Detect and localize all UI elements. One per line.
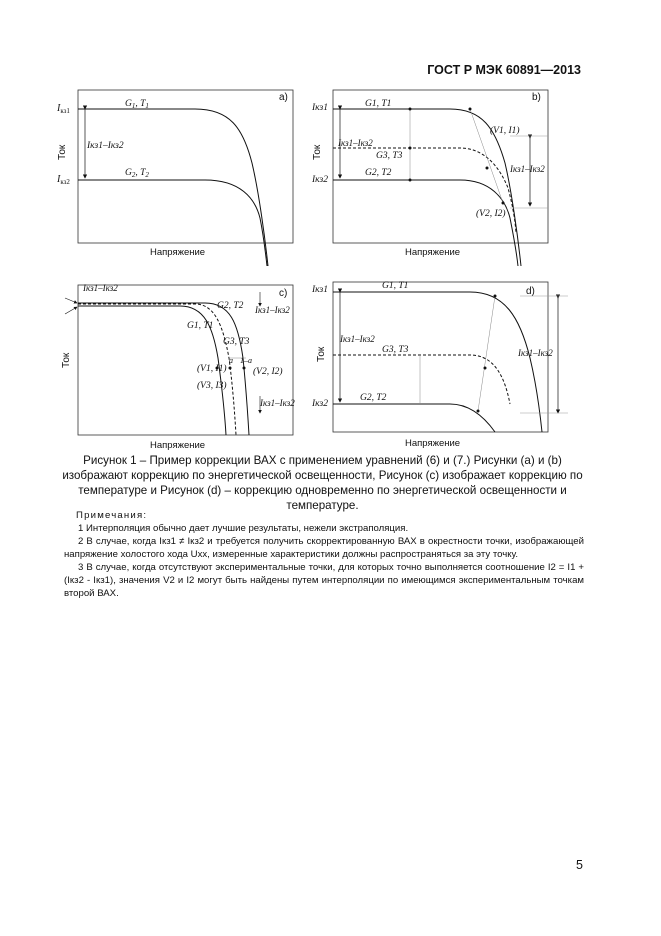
note-2: 2 В случае, когда Iкз1 ≠ Iкз2 и требуется получить скорректированную ВАХ в окрестности точки, изображающей напряжение холостого хода Uхх, измеренные характеристики должны распространяться за эту точку. <box>64 536 584 560</box>
figure-c <box>55 278 300 453</box>
isc2-label: Iкз2 <box>312 175 328 185</box>
diff-top-label: Iкз1–Iкз2 <box>83 283 118 293</box>
g2-label: G2, T2 <box>360 393 387 403</box>
page-number: 5 <box>576 858 583 872</box>
figure-b <box>310 88 555 268</box>
g1-label: G1, T1 <box>382 281 409 291</box>
diff-label: Iкз1–Iкз2 <box>87 141 124 151</box>
diff-left-label: Iкз1–Iкз2 <box>340 334 375 344</box>
figure-d-ylabel: Ток <box>316 346 327 362</box>
a-label: a <box>229 356 233 365</box>
diff-mid-label: Iкз1–Iкз2 <box>255 305 290 315</box>
g3-label: G3, T3 <box>382 345 409 355</box>
g1-label: G1, T1 <box>365 99 392 109</box>
point3-label: (V3, I3) <box>197 381 227 391</box>
figure-caption: Рисунок 1 – Пример коррекции ВАХ с применением уравнений (6) и (7.) Рисунки (а) и (b) изображают коррекцию по энергетической освещенности, Рисунок (с) изображает коррекцию по температуре и Рисунок (d) – коррекцию одновременно по энергетической освещенности и температуре. <box>62 454 583 512</box>
notes-title: Примечания: <box>76 510 148 521</box>
diff-bot-label: Iкз1–Iкз2 <box>260 398 295 408</box>
figure-c-xlabel: Напряжение <box>150 440 206 451</box>
figure-d-xlabel: Напряжение <box>405 438 461 449</box>
isc2-label: $I_{кз2}$ <box>57 174 70 186</box>
curve2-label: $G_2$, $T_2$ <box>125 168 149 179</box>
isc1-label: $I_{кз1}$ <box>57 103 70 115</box>
figure-b-xlabel: Напряжение <box>405 247 461 258</box>
figure-a-xlabel: Напряжение <box>150 247 206 258</box>
note-1: 1 Интерполяция обычно дает лучшие результаты, нежели экстраполяция. <box>78 523 409 534</box>
point1-label: (V1, I1) <box>490 126 520 136</box>
figure-b-ylabel: Ток <box>312 144 323 160</box>
isc1-label: Iкз1 <box>312 285 328 295</box>
figure-c-ylabel: Ток <box>61 352 72 368</box>
figure-d <box>310 278 570 453</box>
isc2-label: Iкз2 <box>312 399 328 409</box>
curve1-label: $G_1$, $T_1$ <box>125 99 149 110</box>
figure-d-label: d) <box>526 286 535 297</box>
g1-label: G1, T1 <box>187 321 214 331</box>
figure-b-label: b) <box>532 92 541 103</box>
point2-label: (V2, I2) <box>476 209 506 219</box>
g3-label: G3, T3 <box>376 151 403 161</box>
isc1-label: Iкз1 <box>312 103 328 113</box>
note-3: 3 В случае, когда отсутствуют экспериментальные точки, для которых точно выполняется соотношение I2 = I1 + (Iкз2 - Iкз1), значения V2 и I2 могут быть найдены путем интерполяции по имеющимся экспериментальным точкам второй ВАХ. <box>64 562 584 599</box>
figure-a-ylabel: Ток <box>57 144 68 160</box>
g3-label: G3, T3 <box>223 337 250 347</box>
g2-label: G2, T2 <box>217 301 244 311</box>
document-id: ГОСТ Р МЭК 60891—2013 <box>427 63 581 77</box>
g2-label: G2, T2 <box>365 168 392 178</box>
diff-right-label: Iкз1–Iкз2 <box>510 164 545 174</box>
figure-a-label: a) <box>279 92 288 103</box>
figure-c-label: c) <box>279 288 288 299</box>
point2-label: (V2, I2) <box>253 367 283 377</box>
figure-a <box>55 88 295 268</box>
diff-left-label: Iкз1–Iкз2 <box>338 138 373 148</box>
one-minus-a-label: 1–a <box>240 356 252 365</box>
point1-label: (V1, I1) <box>197 364 227 374</box>
notes-block <box>64 509 584 600</box>
diff-right-label: Iкз1–Iкз2 <box>518 348 553 358</box>
